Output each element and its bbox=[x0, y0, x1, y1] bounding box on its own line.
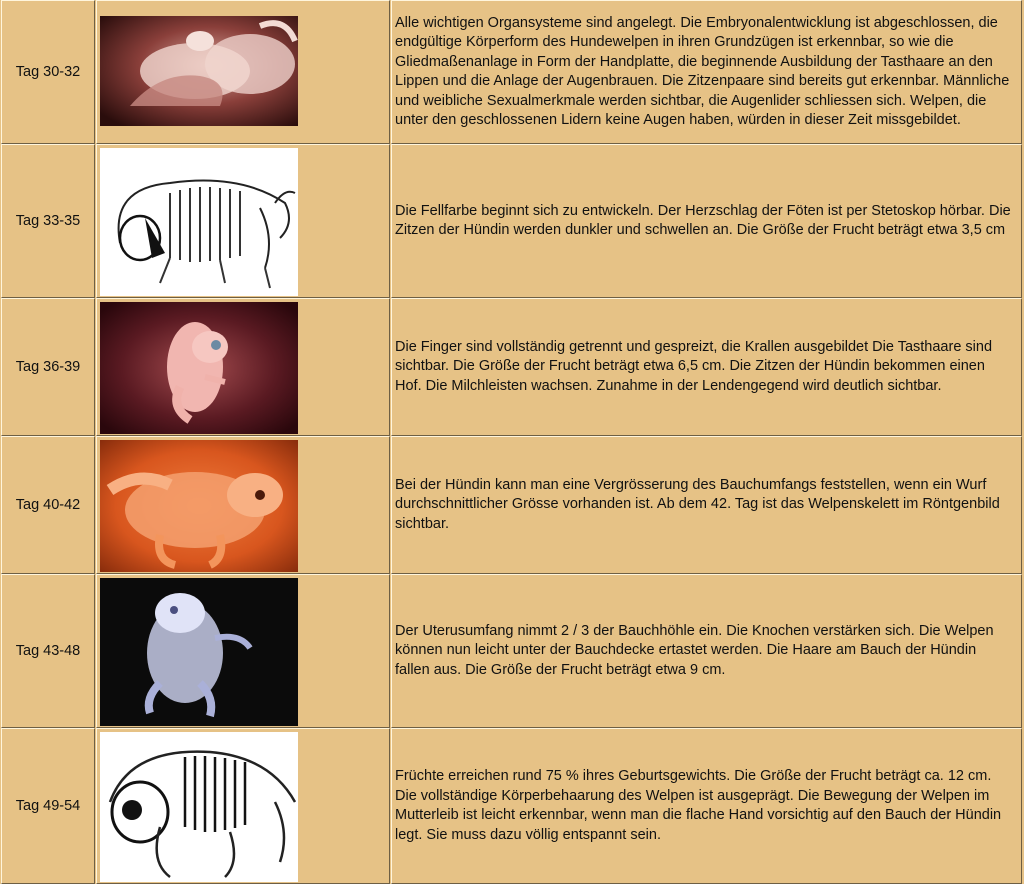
day-label: Tag 36-39 bbox=[15, 359, 81, 375]
day-cell bbox=[1, 728, 95, 884]
description-text: Die Fellfarbe beginnt sich zu entwickeln. Der Herzschlag der Föten ist per Stetoskop hörbar. Die Zitzen der Hündin werden dunkler und schwellen an. Die Größe der Frucht beträgt etwa 3,5 cm bbox=[395, 202, 1011, 238]
description-cell bbox=[391, 298, 1022, 436]
fetus-photo bbox=[100, 302, 298, 434]
skeleton-drawing bbox=[100, 148, 298, 296]
image-cell bbox=[96, 436, 390, 574]
day-cell bbox=[1, 436, 95, 574]
day-cell bbox=[1, 574, 95, 728]
description-text: Alle wichtigen Organsysteme sind angelegt. Die Embryonalentwicklung ist abgeschlossen, die endgültige Körperform des Hundewelpen in ihren Grundzügen ist erkennbar, so wie die Gliedmaßenanlage in Form der Handplatte, die beginnende Ausbildung der Tasthaare an den Lippen und die Anlage der Augenbrauen. Die Zitzenpaare sind bereits gut erkennbar. Männliche und weibliche Sexualmerkmale werden sichtbar, die Augenlider schliessen sich. Welpen, die unter den geschlossenen Lidern keine Augen haben, würden in dieser Zeit missgebildet. bbox=[395, 14, 1010, 128]
day-label: Tag 30-32 bbox=[15, 64, 81, 80]
description-text: Früchte erreichen rund 75 % ihres Geburtsgewichts. Die Größe der Frucht beträgt ca. 12 cm. Die vollständige Körperbehaarung des Welpen ist ausgeprägt. Die Bewegung der Welpen im Mutterleib ist leicht erkennbar, wenn man die flache Hand vorsichtig auf den Bauch der Hündin legt. Sie muss dazu völlig entspannt sein. bbox=[395, 768, 1002, 843]
day-label: Tag 40-42 bbox=[15, 497, 81, 513]
table-row bbox=[0, 298, 1024, 436]
image-cell bbox=[96, 728, 390, 884]
image-cell bbox=[96, 144, 390, 298]
embryo-photo bbox=[100, 16, 298, 126]
day-label: Tag 33-35 bbox=[15, 213, 81, 229]
description-cell bbox=[391, 0, 1022, 144]
day-label: Tag 49-54 bbox=[15, 798, 81, 814]
day-label: Tag 43-48 bbox=[15, 643, 81, 659]
skeleton-drawing bbox=[100, 732, 298, 882]
image-cell bbox=[96, 574, 390, 728]
image-cell bbox=[96, 298, 390, 436]
fetus-photo bbox=[100, 440, 298, 572]
description-text: Die Finger sind vollständig getrennt und gespreizt, die Krallen ausgebildet Die Tasthaare sind sichtbar. Die Größe der Frucht beträgt etwa 6,5 cm. Die Zitzen der Hündin bekommen einen Hof. Die Milchleisten wachsen. Zunahme in der Lendengegend wird deutlich sichtbar. bbox=[395, 338, 993, 394]
description-cell bbox=[391, 728, 1022, 884]
table-row bbox=[0, 728, 1024, 884]
table-row bbox=[0, 0, 1024, 144]
day-cell bbox=[1, 144, 95, 298]
description-cell bbox=[391, 144, 1022, 298]
description-cell bbox=[391, 574, 1022, 728]
table-row bbox=[0, 574, 1024, 728]
table-row bbox=[0, 436, 1024, 574]
day-cell bbox=[1, 0, 95, 144]
day-cell bbox=[1, 298, 95, 436]
image-cell bbox=[96, 0, 390, 144]
description-text: Bei der Hündin kann man eine Vergrösserung des Bauchumfangs feststellen, wenn ein Wurf durchschnittlicher Grösse vorhanden ist. Ab dem 42. Tag ist das Welpenskelett im Röntgenbild sichtbar. bbox=[395, 476, 1000, 532]
table-row bbox=[0, 144, 1024, 298]
description-text: Der Uterusumfang nimmt 2 / 3 der Bauchhöhle ein. Die Knochen verstärken sich. Die Welpen können nun leicht unter der Bauchdecke ertastet werden. Die Haare am Bauch der Hündin fallen aus. Die Größe der Frucht beträgt etwa 9 cm. bbox=[395, 622, 994, 678]
xray-photo bbox=[100, 578, 298, 726]
description-cell bbox=[391, 436, 1022, 574]
